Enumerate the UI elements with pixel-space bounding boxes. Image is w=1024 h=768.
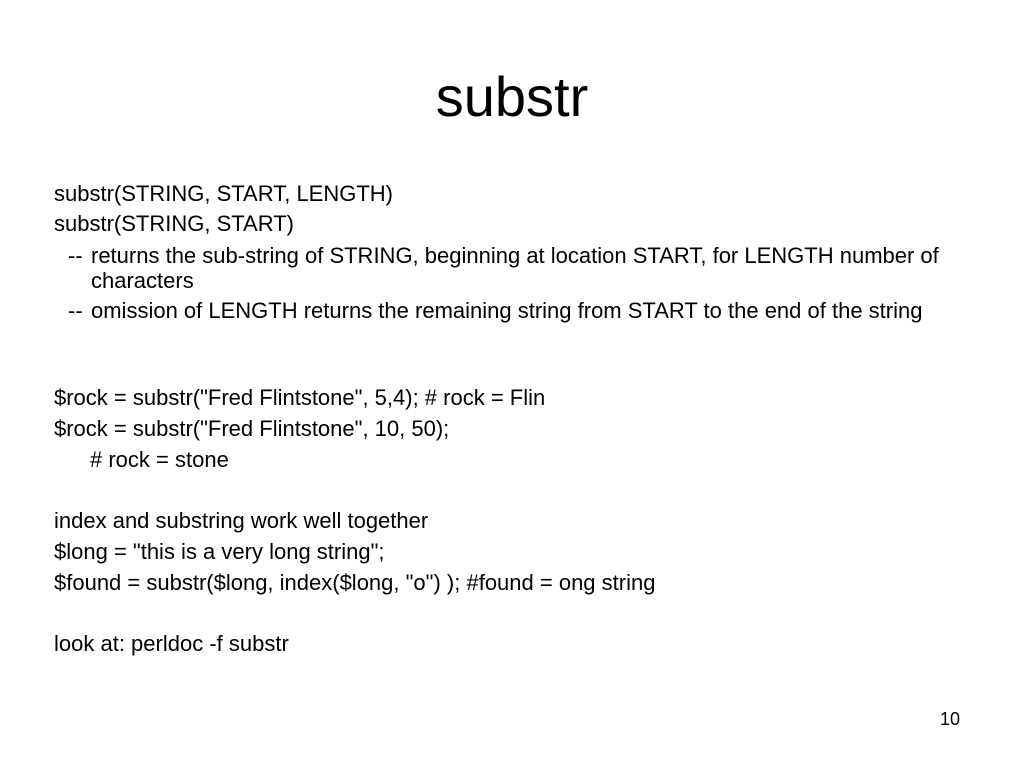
slide-title: substr	[435, 65, 589, 128]
subpoint-dash: --	[68, 298, 83, 323]
syntax-line-without-length: substr(STRING, START)	[54, 211, 294, 236]
subpoint-returns	[68, 243, 951, 293]
code-example-stone: $rock = substr("Fred Flintstone", 10, 50);	[54, 416, 450, 441]
code-example-flin: $rock = substr("Fred Flintstone", 5,4); # rock = Flin	[54, 385, 546, 410]
subpoint-text: returns the sub-string of STRING, beginning at location START, for LENGTH number of characters	[91, 243, 939, 293]
page-number: 10	[940, 709, 961, 729]
subpoint-dash: --	[68, 243, 83, 268]
code-example-found: $found = substr($long, index($long, "o") ); #found = ong string	[54, 570, 656, 595]
perldoc-reference: look at: perldoc -f substr	[54, 631, 289, 656]
code-example-long: $long = "this is a very long string";	[54, 539, 385, 564]
syntax-line-with-length: substr(STRING, START, LENGTH)	[54, 181, 394, 206]
code-comment-stone: # rock = stone	[90, 447, 229, 472]
subpoint-text: omission of LENGTH returns the remaining string from START to the end of the string	[91, 298, 923, 323]
index-substring-note: index and substring work well together	[54, 508, 429, 533]
subpoint-omission	[68, 298, 951, 323]
